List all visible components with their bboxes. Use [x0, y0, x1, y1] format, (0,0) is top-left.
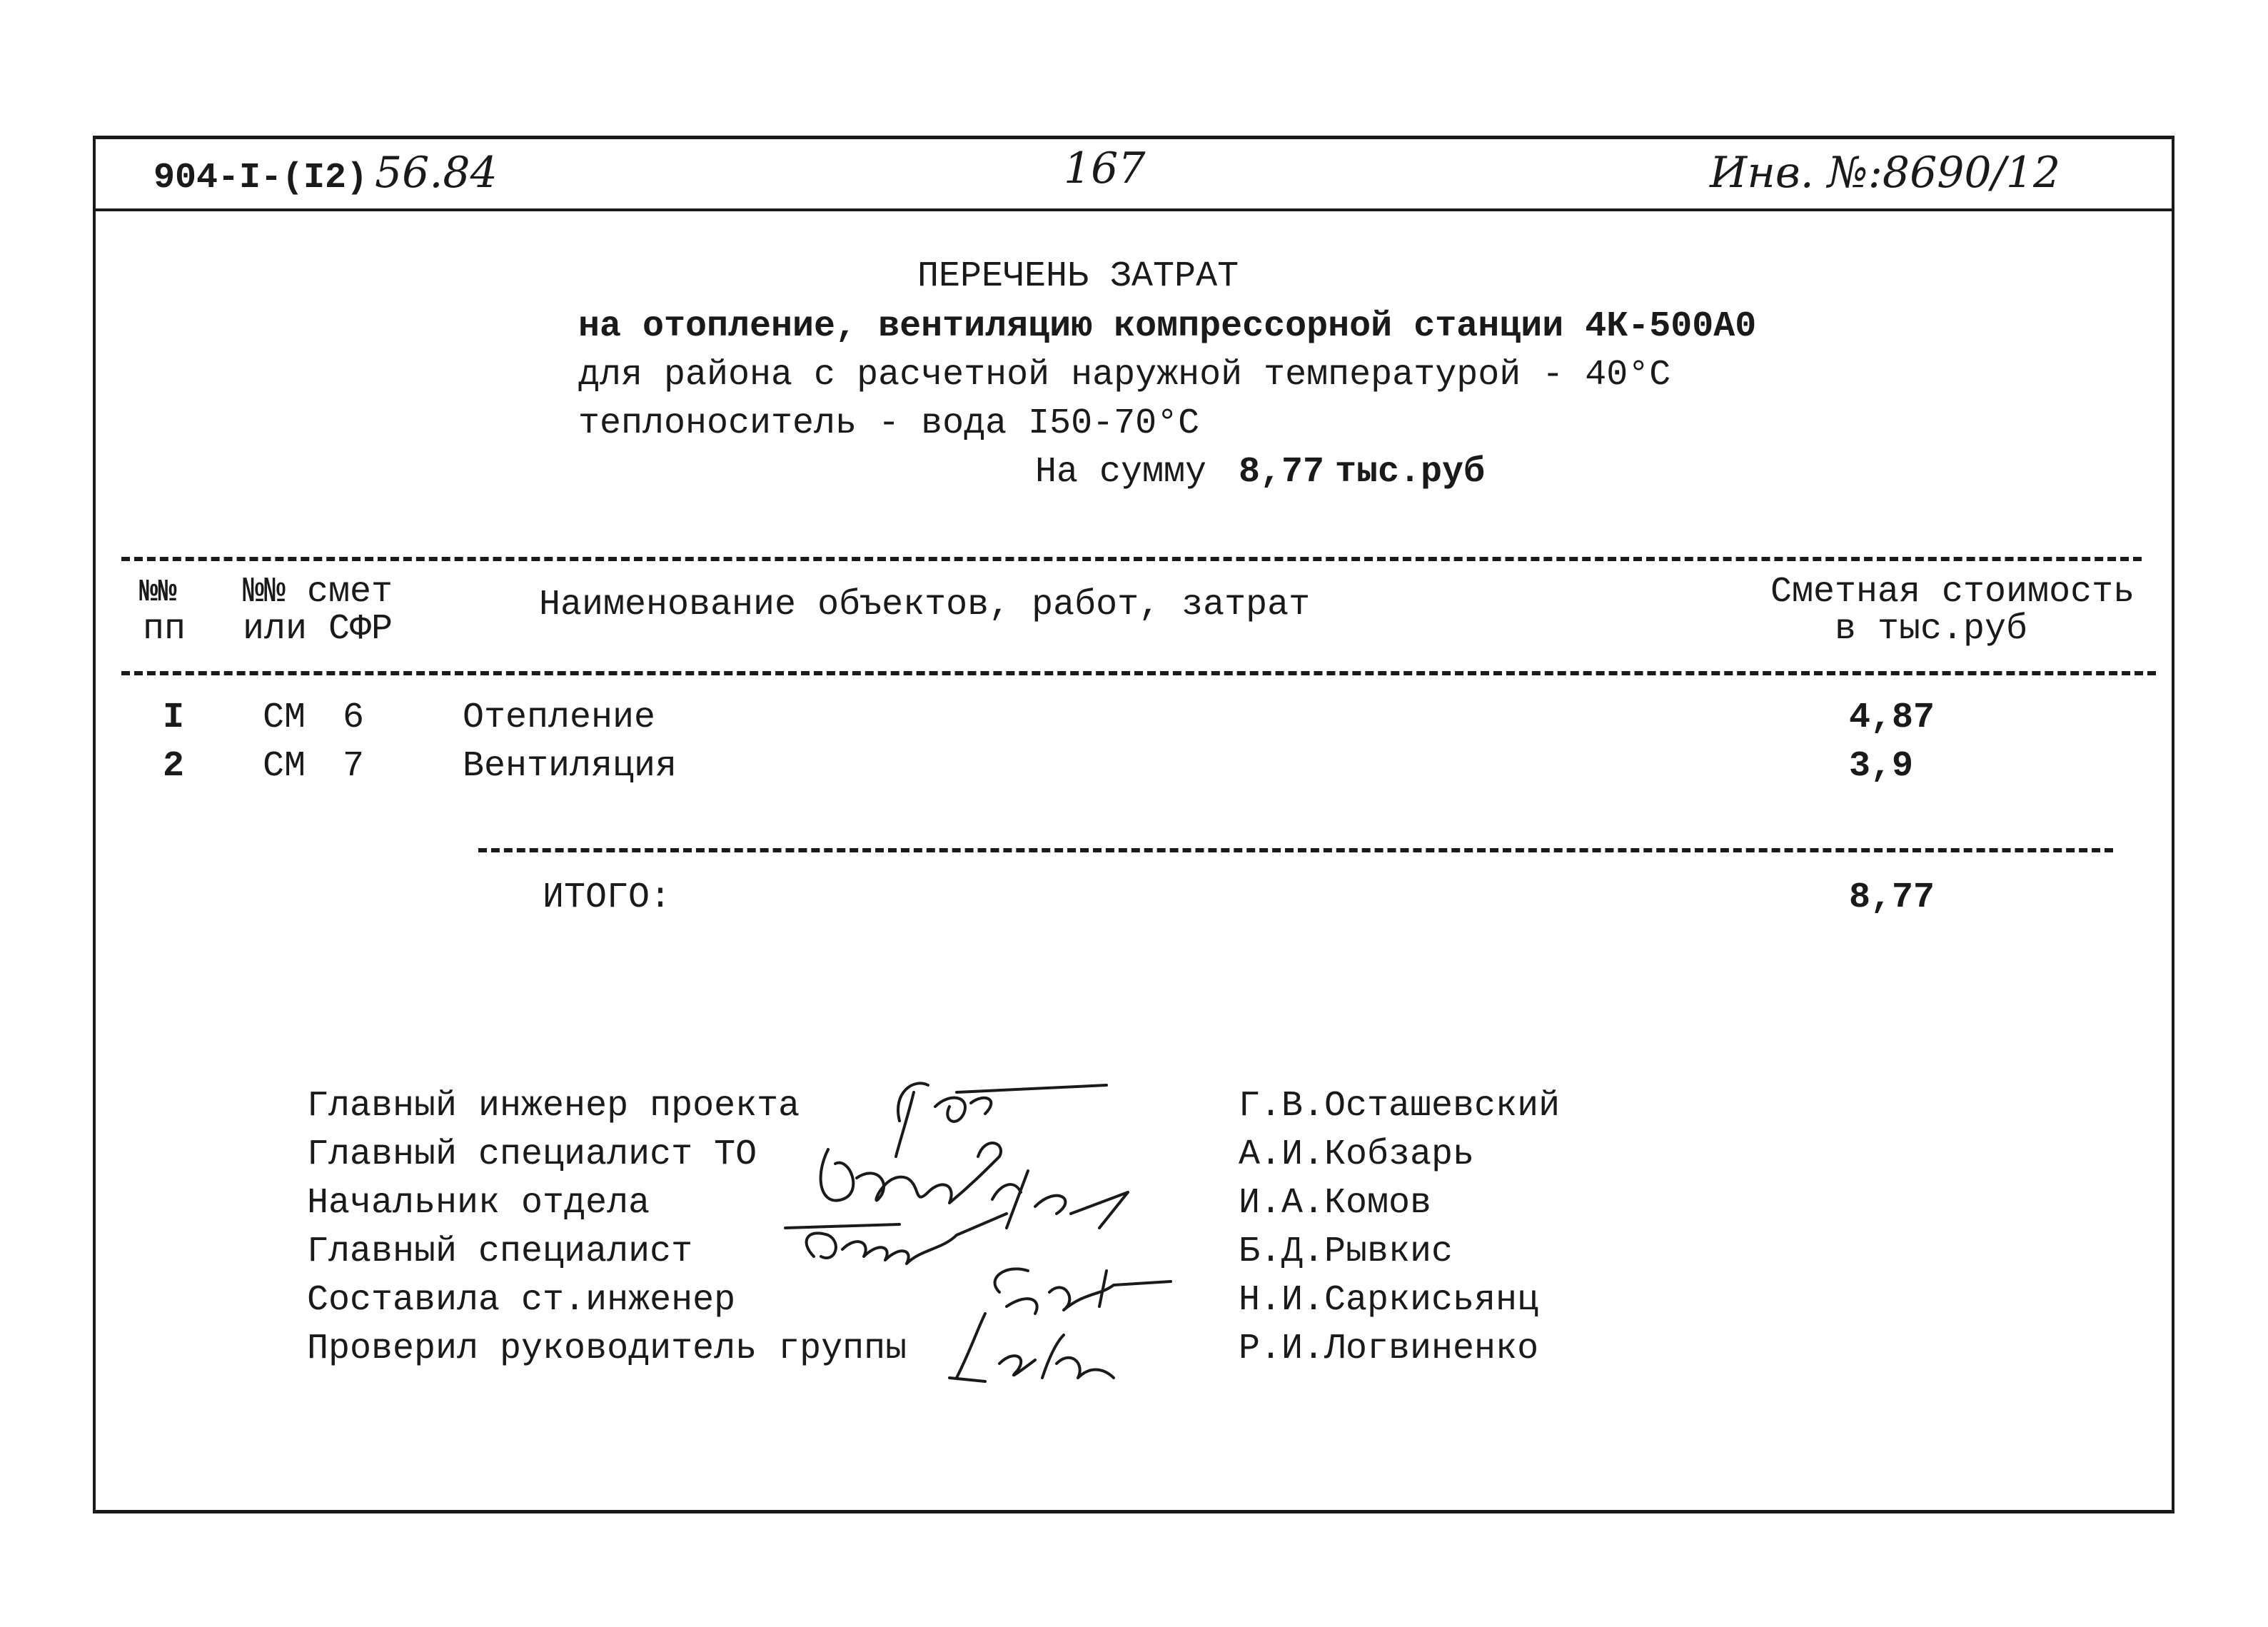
col-num-line1: №№ [139, 575, 177, 610]
header-rule [93, 208, 2174, 211]
signature-name: Г.В.Осташевский [1239, 1086, 1561, 1127]
total-dashed-rule [478, 848, 2113, 852]
signature-scribble [896, 1083, 1107, 1157]
sum-label: На сумму [1035, 452, 1207, 493]
document-code: 904-I-(I2) [153, 158, 368, 198]
col-est-line2: или СФР [243, 609, 393, 650]
table-header-dashed-rule [121, 671, 2156, 675]
row-num: 2 [163, 746, 185, 787]
signature-role: Главный инженер проекта [307, 1086, 800, 1127]
col-cost-line2: в тыс.руб [1835, 609, 2028, 650]
row-cost: 4,87 [1849, 697, 1935, 738]
signature-role: Проверил руководитель группы [307, 1329, 907, 1369]
table-top-dashed-rule [121, 557, 2142, 561]
col-est-line1: №№ смет [243, 572, 393, 613]
inventory-number: Инв. №:8690/12 [1710, 148, 2061, 198]
sum-value: 8,77 [1239, 452, 1325, 493]
signature-role: Начальник отдела [307, 1183, 650, 1224]
signature-role: Главный специалист [307, 1231, 693, 1272]
signature-scribble [785, 1214, 1007, 1264]
signature-scribble [821, 1143, 1001, 1203]
row-num: I [163, 697, 185, 738]
signature-name: А.И.Кобзарь [1239, 1134, 1475, 1175]
signature-scribble [995, 1269, 1171, 1314]
row-cost: 3,9 [1849, 746, 1914, 787]
doc-heading: ПЕРЕЧЕНЬ ЗАТРАТ [917, 256, 1239, 297]
signature-role: Составила ст.инженер [307, 1280, 736, 1321]
title-line-1: на отопление, вентиляцию компрессорной станции 4К-500А0 [578, 306, 1757, 347]
signature-scribble [949, 1314, 1114, 1381]
signature-name: Б.Д.Рывкис [1239, 1231, 1453, 1272]
page-number: 167 [1064, 143, 1146, 193]
total-label: ИТОГО: [543, 877, 672, 918]
signature-name: И.А.Комов [1239, 1183, 1432, 1224]
row-est-no: 7 [343, 746, 365, 787]
signature-name: Р.И.Логвиненко [1239, 1329, 1539, 1369]
signature-name: Н.И.Саркисьянц [1239, 1280, 1539, 1321]
row-est-no: 6 [343, 697, 365, 738]
title-line-2: для района с расчетной наружной температурой - 40°С [578, 355, 1671, 396]
row-est-type: СМ [263, 746, 306, 787]
col-name: Наименование объектов, работ, затрат [539, 585, 1311, 625]
col-cost-line1: Сметная стоимость [1770, 572, 2135, 613]
row-name: Вентиляция [463, 746, 677, 787]
col-num-line2: пп [143, 609, 186, 650]
row-name: Отепление [463, 697, 656, 738]
title-line-3: теплоноситель - вода I50-70°С [578, 403, 1200, 444]
sum-unit: тыс.руб [1335, 452, 1486, 493]
signature-role: Главный специалист ТО [307, 1134, 757, 1175]
row-est-type: СМ [263, 697, 306, 738]
total-value: 8,77 [1849, 877, 1935, 918]
document-code-handwritten: 56.84 [375, 148, 498, 198]
signature-scribble [992, 1171, 1128, 1228]
handwritten-signatures [771, 1064, 1185, 1392]
